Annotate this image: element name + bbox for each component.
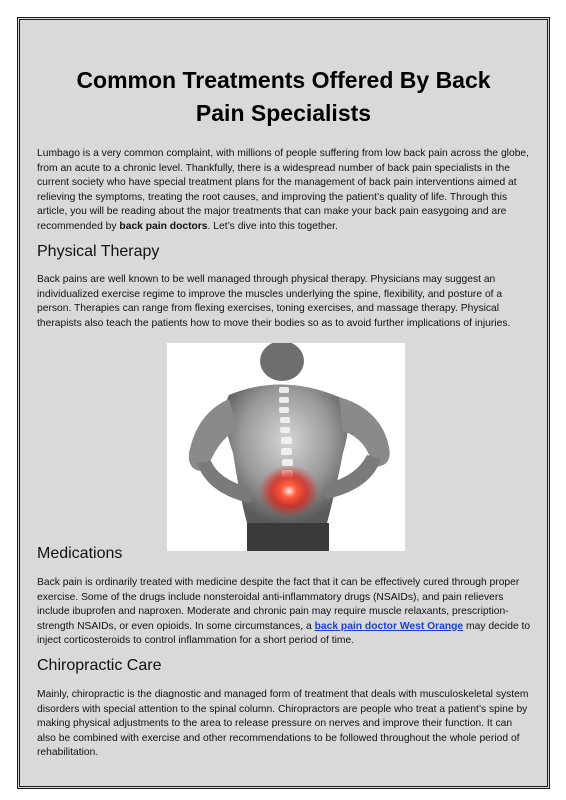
intro-text: Lumbago is a very common complaint, with millions of people suffering from low back pain across the globe, from an acute to a chronic level. Thankfully, there is a widespread number of back pain specialists in the current society who have special treatment plans for the management of back pain interventions aimed at relieving the symptoms, treating the root causes, and improving the patient’s quality of life. Through this article, you will be reading about the major treatments that can make your back pain easygoing and are recommended by (37, 148, 530, 232)
heading-medications: Medications (37, 545, 123, 562)
title-line-2: Pain Specialists (195, 100, 372, 126)
title-line-1: Common Treatments Offered By Back (76, 67, 491, 93)
medications-text: Back pain is ordinarily treated with medicine despite the fact that it can be effectively cured through proper exercise. Some of the drugs include nonsteroidal anti-inflammatory drugs (NSAIDs), and pain relievers include ibuprofen and naproxen. Moderate and chronic pain may require muscle relaxants, prescription-strength NSAIDs, or even opioids. In some circumstances, a (37, 577, 520, 632)
physical-therapy-paragraph: Back pains are well known to be well managed through physical therapy. Physicians may suggest an individualized exercise regime to improve the muscles underlying the spine, flexibility, and posture of a person. Therapies can range from flexing exercises, toning exercises, and massage therapy. Physical therapists also teach the patients how to move their bodies so as to avoid further implications of injuries. (37, 274, 511, 329)
back-pain-photo (167, 343, 405, 551)
document-page (17, 17, 550, 789)
back-pain-illustration (167, 343, 405, 551)
intro-tail: . Let’s dive into this together. (207, 220, 338, 232)
heading-physical-therapy: Physical Therapy (37, 243, 160, 260)
medications-tail: may decide to inject corticosteroids to control inflammation for a short period of time. (37, 620, 531, 647)
heading-chiropractic-care: Chiropractic Care (37, 657, 162, 674)
medications-paragraph (37, 576, 533, 649)
intro-bold-keyword: back pain doctors (119, 220, 208, 232)
chiropractic-paragraph: Mainly, chiropractic is the diagnostic and managed form of treatment that deals with musculoskeletal system disorders with special attention to the spinal column. Chiropractors are people who treat a patient’s spine by making physical adjustments to the area to release pressure on nerves and improve their function. It can also be combined with exercise and other recommendations to be followed throughout the whole period of rehabilitation. (37, 689, 529, 759)
page-title (20, 64, 547, 130)
intro-paragraph (37, 147, 533, 235)
back-pain-doctor-link[interactable]: back pain doctor West Orange (314, 620, 464, 632)
